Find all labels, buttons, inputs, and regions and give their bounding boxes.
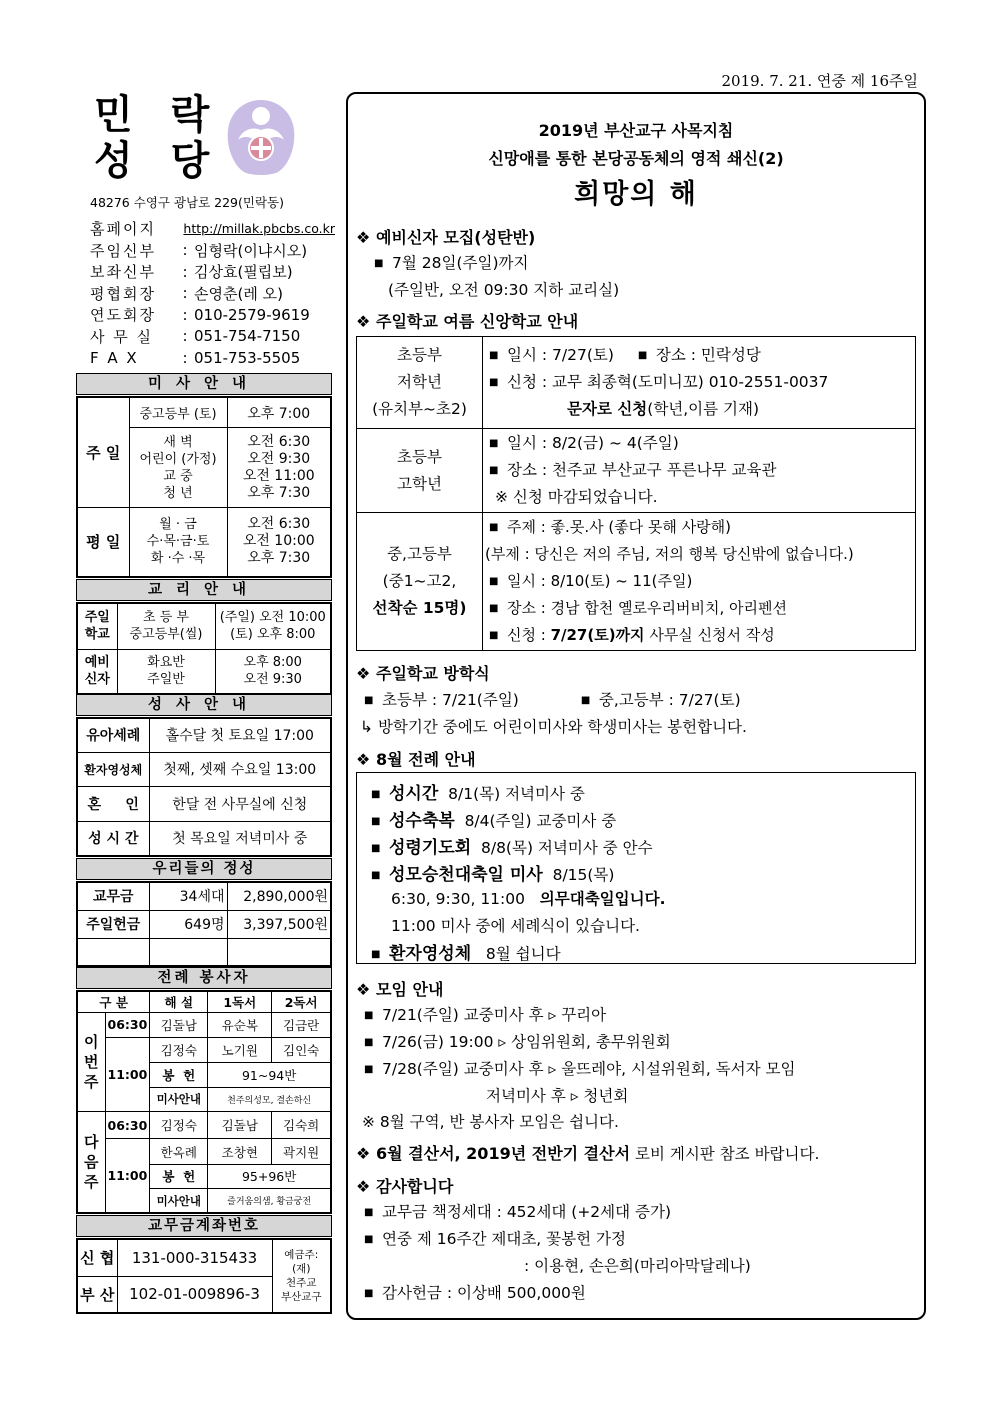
section-thanks: ❖ 감사합니다 bbox=[356, 1177, 454, 1196]
sacrament-table: 유아세례 홀수달 첫 토요일 17:00 환자영성체 첫째, 셋째 수요일 13:00 혼 인 한달 전 사무실에 신청 성 시 간 첫 목요일 저녁미사 중 bbox=[76, 717, 332, 857]
info-office: 사 무 실 : 051-754-7150 bbox=[90, 327, 301, 346]
offering-table: 교무금 34세대 2,890,000원 주일헌금 649명 3,397,500원 bbox=[76, 881, 332, 967]
church-name: 민 락 성 당 bbox=[94, 91, 222, 184]
section-catechumen: ❖ 예비신자 모집(성탄반) bbox=[356, 228, 536, 247]
account-number: 131-000-315433 bbox=[117, 1239, 272, 1276]
info-council: 평협회장 : 손영춘(레 오) bbox=[90, 284, 283, 303]
info-requiem: 연도회장 : 010-2579-9619 bbox=[90, 305, 310, 325]
section-vacation: ❖ 주일학교 방학식 bbox=[356, 664, 490, 683]
info-pastor: 주임신부 : 임형락(이냐시오) bbox=[90, 241, 308, 260]
servers-section-title: 전례 봉사자 bbox=[76, 967, 332, 989]
section-financial-report: ❖ 6월 결산서, 2019년 전반기 결산서 로비 게시판 참조 바랍니다. bbox=[356, 1144, 820, 1163]
info-homepage: 홈페이지 http://millak.pbcbs.co.kr bbox=[90, 220, 335, 239]
diamond-icon: ❖ bbox=[356, 228, 371, 247]
sacrament-section-title: 성사안내 bbox=[76, 694, 332, 716]
church-logo-icon bbox=[224, 96, 298, 176]
church-address: 48276 수영구 광남로 229(민락동) bbox=[90, 195, 284, 210]
info-fax: F A X : 051-753-5505 bbox=[90, 348, 301, 367]
diamond-icon: ❖ bbox=[356, 664, 371, 683]
mass-table: 주 일 중고등부 (토) 오후 7:00 새 벽 어린이 (가정) 교 중 청 년 오전 6:30 오전 9:30 오전 11:00 오후 7:30 평 일 월 · 금 수·목·금·토 화 ·수 ·목 오전 6:30 오전 10:00 오후 7:30 bbox=[76, 396, 332, 578]
accounts-section-title: 교무금계좌번호 bbox=[76, 1215, 332, 1237]
homepage-link[interactable]: http://millak.pbcbs.co.kr bbox=[183, 221, 335, 237]
section-august-liturgy: ❖ 8월 전례 안내 bbox=[356, 750, 476, 769]
pastoral-guideline-subtitle: 신망애를 통한 본당공동체의 영적 쇄신(2) bbox=[488, 149, 784, 168]
diamond-icon: ❖ bbox=[356, 750, 371, 769]
diamond-icon: ❖ bbox=[356, 980, 371, 999]
august-liturgy-box: ■ 성시간 8/1(목) 저녁미사 중 ■ 성수축복 8/4(주일) 교중미사 중 ■ 성령기도회 8/8(목) 저녁미사 중 안수 ■ 성모승천대축일 미사 8/15(목) 6:30, 9:30, 11:00 의무대축일입니다. 11:00 미사 중에 세례식이 있습니다. ■ 환자영성체 8월 쉽니다 bbox=[356, 772, 916, 964]
mass-section-title: 미사안내 bbox=[76, 373, 332, 395]
pastoral-guideline-title: 2019년 부산교구 사목지침 bbox=[538, 121, 734, 140]
mass-sunday-label: 주 일 bbox=[77, 397, 129, 507]
info-assistant: 보좌신부 : 김상효(필립보) bbox=[90, 262, 293, 282]
accounts-table: 신 협 131-000-315433 예금주: (재) 천주교 부산교구 부 산 102-01-009896-3 bbox=[76, 1238, 332, 1314]
summer-camp-table: 초등부 저학년 (유치부~초2) ■ 일시 : 7/27(토)■ 장소 : 민락성당 ■ 신청 : 교무 최종혁(도미니꼬) 010-2551-0037 문자로 신청(학년,이름 기재) 초등부 고학년 ■ 일시 : 8/2(금) ~ 4(주일) ■ 장소 : 천주교 부산교구 푸른나무 교육관 ※ 신청 마감되었습니다. 중,고등부 (중1~고2, 선착순 15명) ■ 주제 : 좋.못.사 (좋다 못해 사랑해) (부제 : 당신은 저의 주님, 저의 행복 당신밖에 없습니다.) ■ 일시 : 8/10(토) ~ 11(주일) ■ 장소 : 경남 합천 옐로우리버비치, 아리펜션 ■ 신청 : 7/27(토)까지 사무실 신청서 작성 bbox=[356, 336, 916, 651]
catechism-section-title: 교리안내 bbox=[76, 579, 332, 601]
bulletin-date: 2019. 7. 21. 연중 제 16주일 bbox=[721, 72, 918, 90]
section-meetings: ❖ 모임 안내 bbox=[356, 980, 444, 999]
diamond-icon: ❖ bbox=[356, 1177, 371, 1196]
diamond-icon: ❖ bbox=[356, 312, 371, 331]
section-summer-camp: ❖ 주일학교 여름 신앙학교 안내 bbox=[356, 312, 579, 331]
diamond-icon: ❖ bbox=[356, 1144, 371, 1163]
contact-info bbox=[90, 218, 335, 369]
arrow-icon: ↳ bbox=[360, 718, 373, 736]
servers-table: 구 분 해 설 1독서 2독서 이 번 주 06:30 김돌남 유순복 김금란 11:00 김정숙 노기원 김인숙 봉 헌 91~94반 미사안내 천주의성모, 결손하신 다 음 주 06:30 김정숙 김돌남 김숙희 11:00 한옥례 조창현 곽지원 봉 헌 95+96반 미사안내 즐거움의샘, 황금궁전 bbox=[76, 990, 332, 1214]
offering-section-title: 우리들의 정성 bbox=[76, 858, 332, 880]
catechism-table: 주일 학교 초 등 부 중고등부(씰) (주일) 오전 10:00 (토) 오후 8:00 예비 신자 화요반 주일반 오후 8:00 오전 9:30 bbox=[76, 602, 332, 695]
account-number: 102-01-009896-3 bbox=[117, 1276, 272, 1313]
mass-weekday-label: 평 일 bbox=[77, 507, 129, 577]
main-content-box: 2019년 부산교구 사목지침 신망애를 통한 본당공동체의 영적 쇄신(2) 희망의 해 ❖ 예비신자 모집(성탄반) ■ 7월 28일(주일)까지 (주일반, 오전 09:30 지하 교리실) ❖ 주일학교 여름 신앙학교 안내 초등부 저학년 (유치부~초2) ■ 일시 : 7/27(토)■ 장소 : 민락성당 ■ 신청 : 교무 최종혁(도미니꼬) 010-2551-0037 문자로 신청(학년,이름 기재) 초등부 고학년 ■ 일시 : 8/2(금) ~ 4(주일) ■ 장소 : 천주교 부산교구 푸른나무 교육관 ※ 신청 마감되었습니다. 중,고등부 (중1~고2, 선착순 15명) ■ 주제 : 좋.못.사 (좋다 못해 사랑해) (부제 : 당신은 저의 주님, 저의 행복 당신밖에 없습니다.) ■ 일시 : 8/10(토) ~ 11(주일) ■ 장소 : 경남 합천 옐로우리버비치, 아리펜션 ■ 신청 : 7/27(토)까지 사무실 신청서 작성 ❖ 주일학교 방학식 ■ 초등부 : 7/21(주일)■ 중,고등부 : 7/27(토) ↳ 방학기간 중에도 어린이미사와 학생미사는 봉헌합니다. ❖ 8월 전례 안내 ■ 성시간 8/1(목) 저녁미사 중 ■ 성수축복 8/4(주일) 교중미사 중 ■ 성령기도회 8/8(목) 저녁미사 중 안수 ■ 성모승천대축일 미사 8/15(목) 6:30, 9:30, 11:00 의무대축일입니다. 11:00 미사 중에 세례식이 있습니다. ■ 환자영성체 8월 쉽니다 ❖ 모임 안내 ■ 7/21(주일) 교중미사 후 ▹ 꾸리아 ■ 7/26(금) 19:00 ▹ 상임위원회, 총무위원회 ■ 7/28(주일) 교중미사 후 ▹ 울뜨레야, 시설위원회, 독서자 모임 저녁미사 후 ▹ 청년회 ※ 8월 구역, 반 봉사자 모임은 쉽니다. ❖ 6월 결산서, 2019년 전반기 결산서 로비 게시판 참조 바랍니다. ❖ 감사합니다 ■ 교무금 책정세대 : 452세대 (+2세대 증가) ■ 연중 제 16주간 제대초, 꽃봉헌 가정 : 이용현, 손은희(마리아막달레나) ■ 감사헌금 : 이상배 500,000원 bbox=[346, 92, 926, 1320]
year-theme: 희망의 해 bbox=[574, 179, 698, 210]
